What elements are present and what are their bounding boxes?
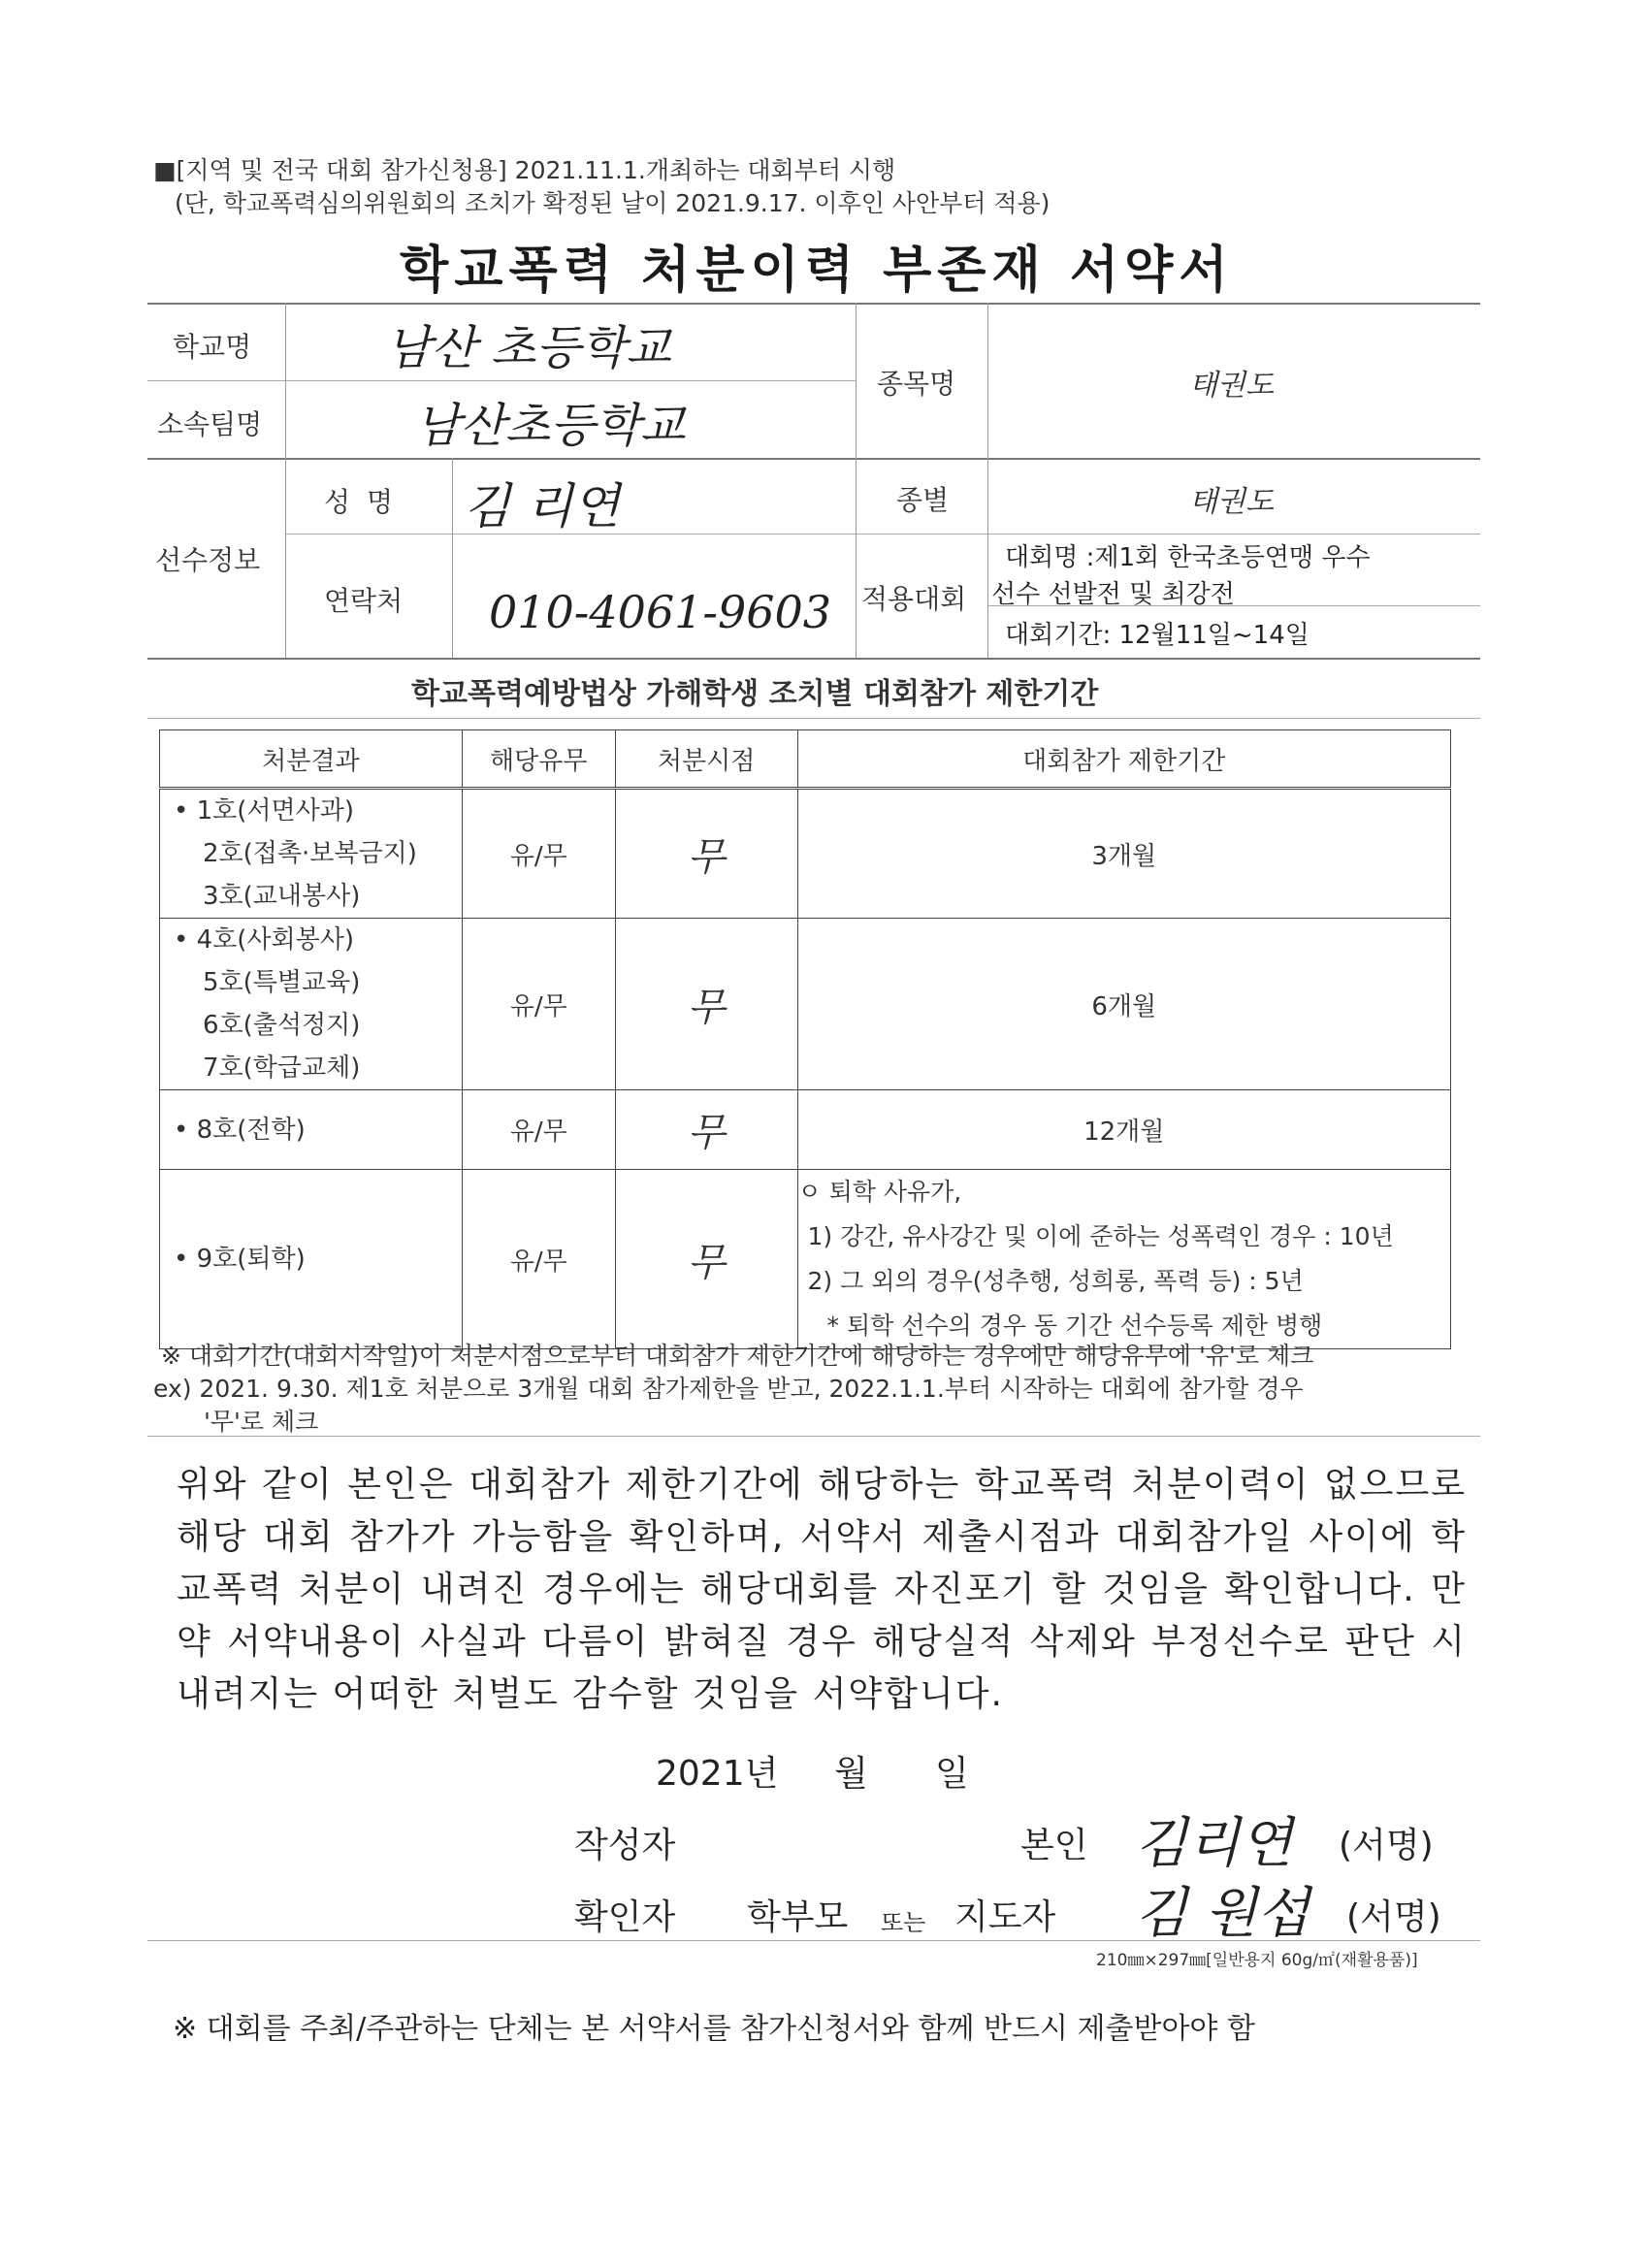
header-applicable: 해당유무: [462, 730, 615, 789]
table-row: [160, 1170, 1451, 1349]
event-value: 태권도: [1189, 369, 1274, 403]
parent-label: 학부모: [747, 1897, 849, 1937]
contact-value: 010-4061-9603: [489, 586, 832, 638]
info-divider-school: [147, 380, 856, 381]
handwritten-mark: 무: [615, 789, 797, 919]
competition-period: 대회기간: 12월11일~14일: [1005, 621, 1310, 650]
date-day: 일: [935, 1754, 969, 1794]
coach-signature: 김 원섭: [1135, 1882, 1310, 1945]
heading-bottom-border: [147, 718, 1480, 719]
result-item: • 1호(서면사과): [174, 796, 355, 826]
header-timing: 처분시점: [615, 730, 797, 789]
period-cell: [797, 1170, 1450, 1349]
info-vline-1: [285, 303, 286, 658]
handwritten-mark: 무: [615, 1170, 797, 1349]
info-vline-2: [452, 458, 453, 658]
restriction-table: [159, 729, 1451, 1349]
table-row: [160, 789, 1451, 919]
info-vline-4: [987, 303, 988, 658]
footnote-divider: [147, 1436, 1480, 1437]
seal-1: (서명): [1339, 1826, 1434, 1865]
event-label: 종목명: [877, 368, 956, 400]
result-cell: [160, 919, 463, 1090]
name-label: 성 명: [324, 486, 397, 518]
document-title: 학교폭력 처분이력 부존재 서약서: [400, 242, 1234, 300]
date-year: 2021년: [656, 1754, 779, 1794]
signature-divider: [147, 1940, 1480, 1941]
header-result: 처분결과: [160, 730, 463, 789]
result-item: 2호(접촉·보복금지): [203, 839, 417, 868]
period-line: 1) 강간, 유사강간 및 이에 준하는 성폭력인 경우 : 10년: [807, 1222, 1394, 1250]
coach-label: 지도자: [954, 1897, 1056, 1937]
info-bottom-border: [147, 658, 1480, 660]
self-label: 본인: [1020, 1826, 1088, 1865]
period-cell: 3개월: [797, 789, 1450, 919]
footnote-1: ※ 대회기간(대회시작일)이 처분시점으로부터 대회참가 제한기간에 해당하는 경우에만 해당유무에 '유'로 체크: [161, 1342, 1314, 1370]
footnote-3: '무'로 체크: [204, 1408, 319, 1436]
table-header-row: [160, 730, 1451, 789]
result-item: 7호(학급교체): [203, 1053, 361, 1083]
category-label: 종별: [896, 484, 950, 516]
handwritten-mark: 무: [615, 919, 797, 1090]
table-row: [160, 1090, 1451, 1170]
info-vline-3: [856, 303, 857, 658]
period-line: * 퇴학 선수의 경우 동 기간 선수등록 제한 병행: [826, 1312, 1323, 1340]
writer-signature: 김리연: [1135, 1812, 1293, 1875]
applicable-cell: 유/무: [462, 1090, 615, 1170]
info-top-border: [147, 303, 1480, 305]
table-row: [160, 919, 1451, 1090]
competition-name: 대회명 :제1회 한국초등연맹 우수: [1005, 543, 1371, 572]
applicable-cell: 유/무: [462, 789, 615, 919]
player-info-label: 선수정보: [155, 544, 261, 576]
period-cell: 6개월: [797, 919, 1450, 1090]
team-label: 소속팀명: [157, 408, 263, 440]
applicable-cell: 유/무: [462, 1170, 615, 1349]
info-divider-team: [147, 458, 1480, 460]
result-item: • 8호(전학): [174, 1115, 306, 1145]
handwritten-mark: 무: [615, 1090, 797, 1170]
notice-line-1: ■[지역 및 전국 대회 참가신청용] 2021.11.1.개최하는 대회부터 시행: [153, 156, 896, 184]
confirmer-label: 확인자: [574, 1897, 676, 1937]
writer-label: 작성자: [574, 1826, 676, 1865]
name-value: 김 리연: [464, 478, 620, 535]
applicable-cell: 유/무: [462, 919, 615, 1090]
footnote-2: ex) 2021. 9.30. 제1호 처분으로 3개월 대회 참가제한을 받고, 2022.1.1.부터 시작하는 대회에 참가할 경우: [153, 1375, 1304, 1403]
competition-name-2: 선수 선발전 및 최강전: [991, 580, 1235, 609]
result-item: • 9호(퇴학): [174, 1245, 306, 1274]
date-month: 월: [834, 1754, 868, 1794]
seal-2: (서명): [1346, 1897, 1441, 1937]
header-period: 대회참가 제한기간: [797, 730, 1450, 789]
result-item: 5호(특별교육): [203, 968, 361, 997]
result-cell: [160, 1090, 463, 1170]
contact-label: 연락처: [324, 585, 404, 617]
school-value: 남산 초등학교: [386, 321, 671, 375]
pledge-text: 위와 같이 본인은 대회참가 제한기간에 해당하는 학교폭력 처분이력이 없으므로 해당 대회 참가가 가능함을 확인하며, 서약서 제출시점과 대회참가일 사이에 학교폭력 처분이 내려진 경우에는 해당대회를 자진포기 할 것임을 확인합니다. 만약 서약내용이 사실과 다름이 밝혀질 경우 해당실적 삭제와 부정선수로 판단 시 내려지는 어떠한 처벌도 감수할 것임을 서약합니다.: [177, 1465, 1467, 1714]
team-value: 남산초등학교: [415, 399, 686, 453]
competition-label: 적용대회: [861, 583, 967, 615]
notice-line-2: (단, 학교폭력심의위원회의 조치가 확정된 날이 2021.9.17. 이후인 사안부터 적용): [175, 189, 1051, 217]
school-label: 학교명: [173, 331, 252, 363]
result-item: 6호(출석정지): [203, 1011, 361, 1040]
bottom-note: ※ 대회를 주최/주관하는 단체는 본 서약서를 참가신청서와 함께 반드시 제출받아야 함: [173, 2012, 1255, 2046]
result-item: • 4호(사회봉사): [174, 925, 355, 955]
or-label: 또는: [881, 1909, 926, 1936]
paper-spec: 210㎜×297㎜[일반용지 60g/㎡(재활용품)]: [1096, 1951, 1418, 1970]
period-line: ㅇ 퇴학 사유가,: [797, 1178, 962, 1206]
result-cell: [160, 1170, 463, 1349]
result-item: 3호(교내봉사): [203, 882, 361, 911]
period-line: 2) 그 외의 경우(성추행, 성희롱, 폭력 등) : 5년: [807, 1267, 1304, 1295]
period-cell: 12개월: [797, 1090, 1450, 1170]
restriction-heading: 학교폭력예방법상 가해학생 조치별 대회참가 제한기간: [411, 677, 1099, 711]
category-value: 태권도: [1189, 485, 1274, 519]
result-cell: [160, 789, 463, 919]
